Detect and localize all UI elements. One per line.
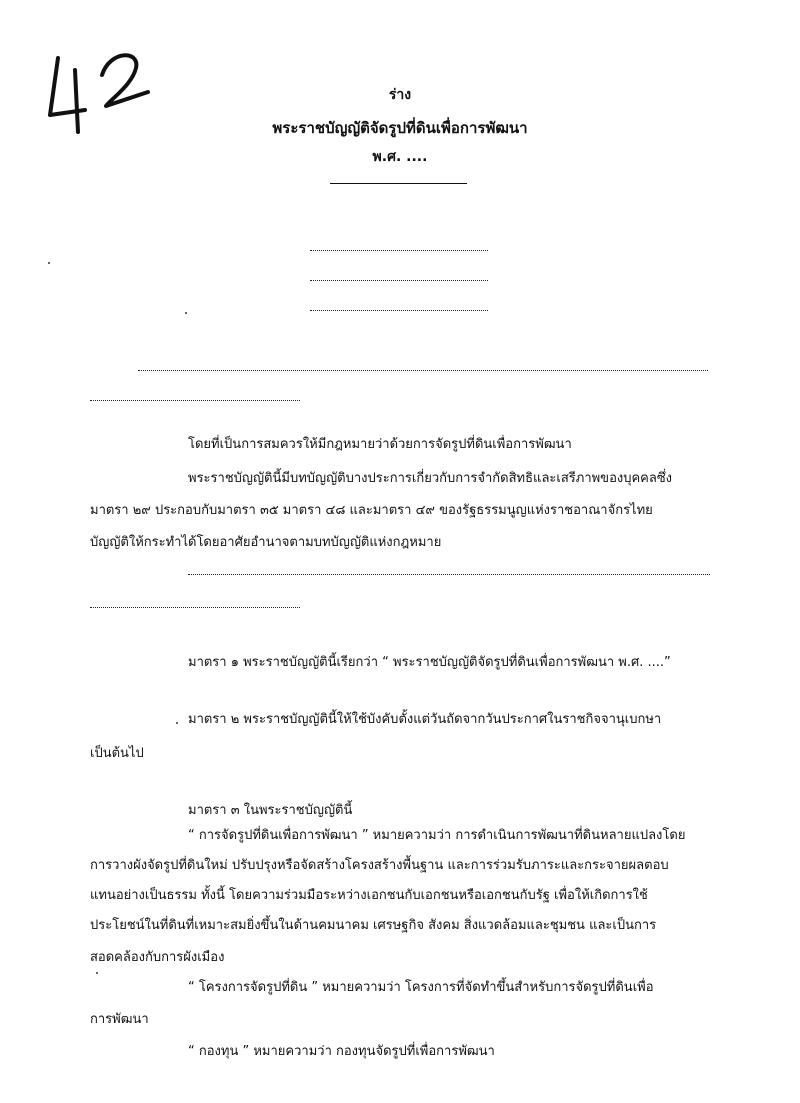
blank-line xyxy=(188,574,710,575)
scan-speck xyxy=(96,972,98,974)
blank-line xyxy=(90,400,300,401)
blank-line xyxy=(138,370,708,371)
section-2-line: เป็นต้นไป xyxy=(90,746,144,761)
definition-line: การพัฒนา xyxy=(90,1012,149,1027)
preamble-line: โดยที่เป็นการสมควรให้มีกฎหมายว่าด้วยการจัดรูปที่ดินเพื่อการพัฒนา xyxy=(188,437,572,452)
section-3-heading: มาตรา ๓ ในพระราชบัญญัตินี้ xyxy=(188,803,353,818)
scan-speck xyxy=(48,262,50,264)
preamble-line: บัญญัติให้กระทำได้โดยอาศัยอำนาจตามบทบัญญัติแห่งกฎหมาย xyxy=(90,535,442,550)
definition-line: สอดคล้องกับการผังเมือง xyxy=(90,950,225,965)
act-year: พ.ศ. .... xyxy=(372,149,428,165)
definition-line: “ กองทุน ” หมายความว่า กองทุนจัดรูปที่เพื่อการพัฒนา xyxy=(188,1044,495,1059)
definition-line: การวางผังจัดรูปที่ดินใหม่ ปรับปรุงหรือจัดสร้างโครงสร้างพื้นฐาน และการร่วมรับภาระและกระจายผลตอบ xyxy=(90,858,669,873)
act-title: พระราชบัญญัติจัดรูปที่ดินเพื่อการพัฒนา xyxy=(272,119,528,137)
preamble-line: มาตรา ๒๙ ประกอบกับมาตรา ๓๕ มาตรา ๔๘ และมาตรา ๔๙ ของรัฐธรรมนูญแห่งราชอาณาจักรไทย xyxy=(90,503,653,518)
blank-line xyxy=(310,250,488,251)
definition-line: “ การจัดรูปที่ดินเพื่อการพัฒนา ” หมายความว่า การดำเนินการพัฒนาที่ดินหลายแปลงโดย xyxy=(188,828,686,843)
definition-line: ประโยชน์ในที่ดินที่เหมาะสมยิ่งขึ้นในด้านคมนาคม เศรษฐกิจ สังคม สิ่งแวดล้อมและชุมชน และเป็นการ xyxy=(90,918,657,933)
section-1: มาตรา ๑ พระราชบัญญัตินี้เรียกว่า “ พระราชบัญญัติจัดรูปที่ดินเพื่อการพัฒนา พ.ศ. ....” xyxy=(188,655,671,670)
section-2-line: มาตรา ๒ พระราชบัญญัตินี้ให้ใช้บังคับตั้งแต่วันถัดจากวันประกาศในราชกิจจานุเบกษา xyxy=(188,712,662,727)
definition-line: “ โครงการจัดรูปที่ดิน ” หมายความว่า โครงการที่จัดทำขึ้นสำหรับการจัดรูปที่ดินเพื่อ xyxy=(188,980,654,995)
blank-line xyxy=(90,607,300,608)
draft-label: ร่าง xyxy=(388,87,412,103)
scan-speck xyxy=(185,312,187,314)
definition-line: แทนอย่างเป็นธรรม ทั้งนี้ โดยความร่วมมือระหว่างเอกชนกับเอกชนหรือเอกชนกับรัฐ เพื่อให้เกิดการใช้ xyxy=(90,888,648,903)
blank-line xyxy=(310,280,488,281)
scan-speck xyxy=(176,722,178,724)
title-underline xyxy=(330,183,467,184)
preamble-line: พระราชบัญญัตินี้มีบทบัญญัติบางประการเกี่ยวกับการจำกัดสิทธิและเสรีภาพของบุคคลซึ่ง xyxy=(188,471,673,486)
blank-line xyxy=(310,310,488,311)
